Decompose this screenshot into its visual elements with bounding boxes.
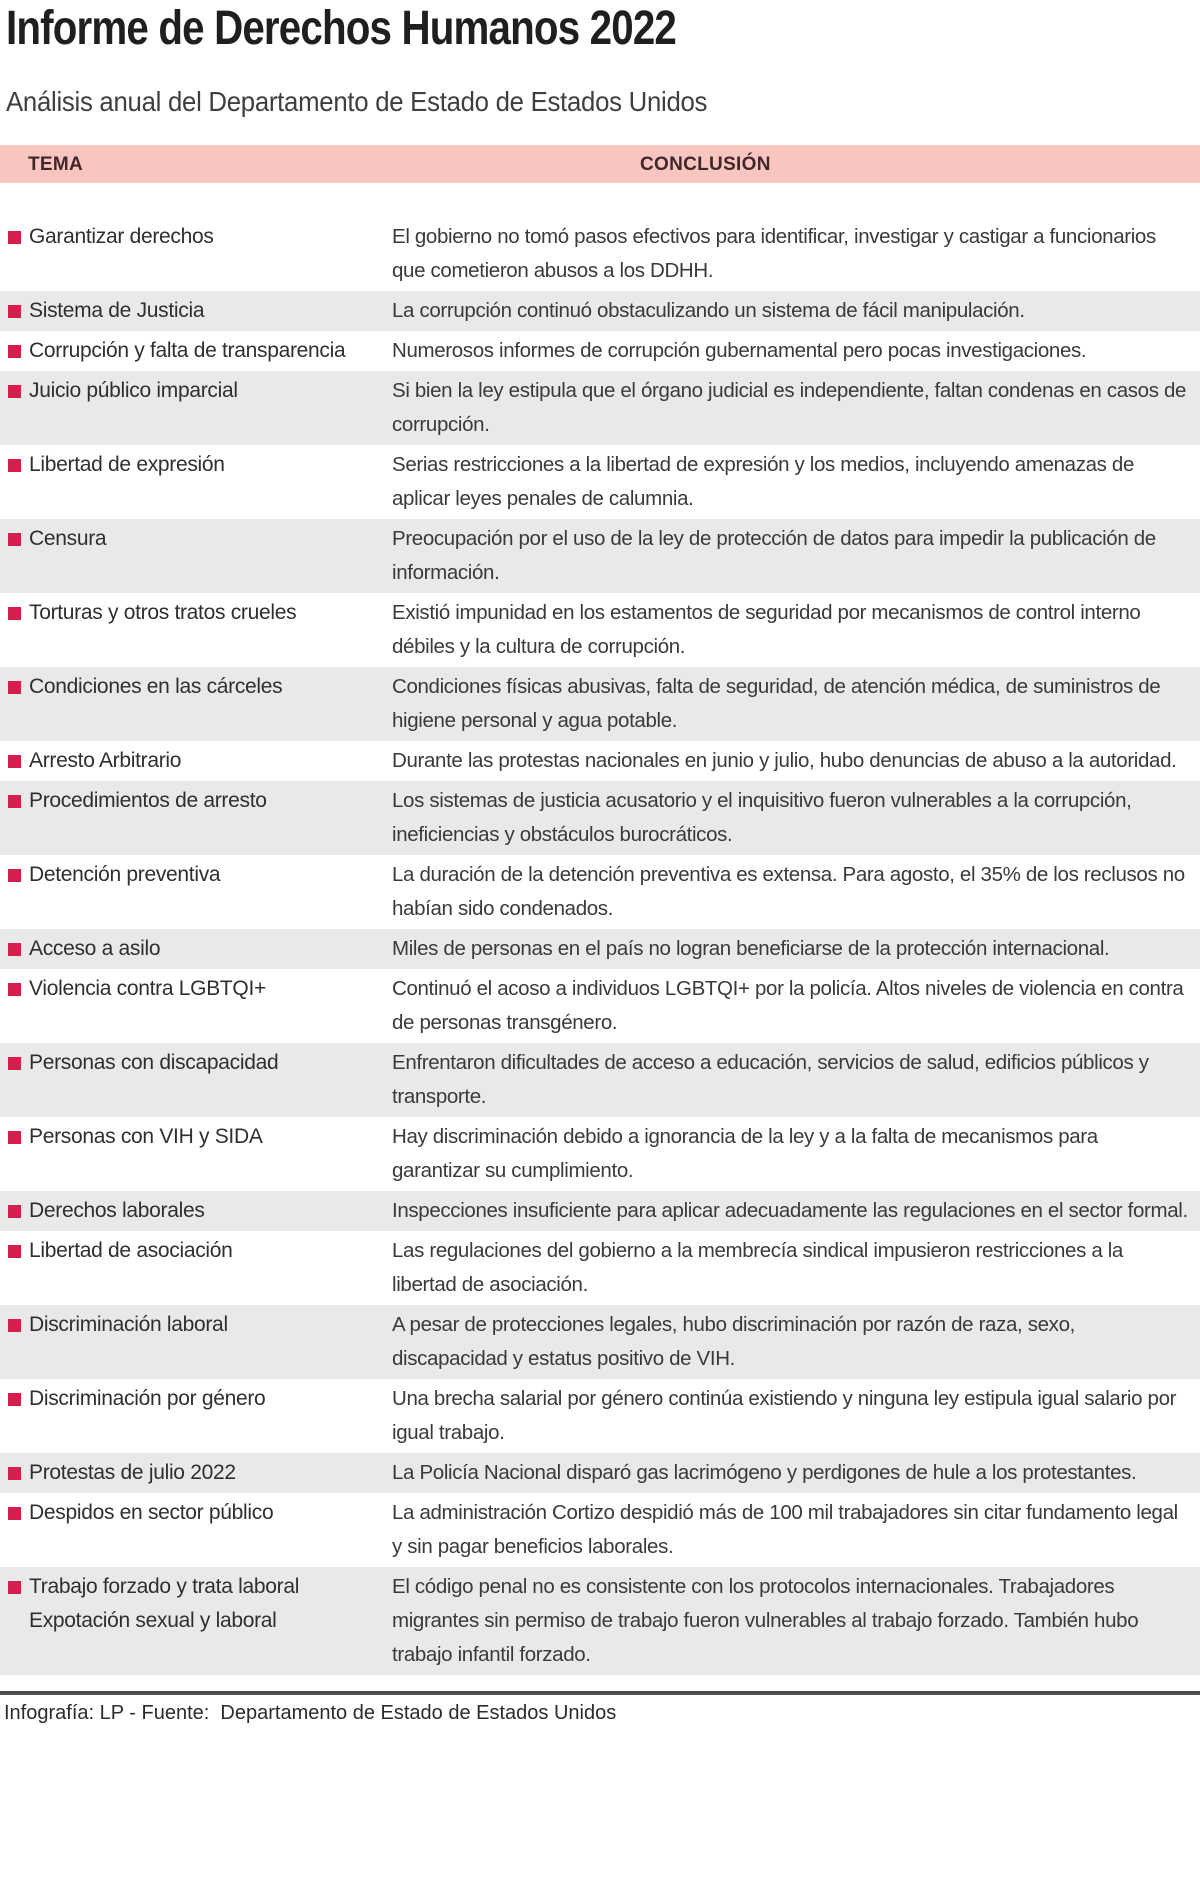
footer-credit: Infografía: LP - Fuente: Departamento de Estado de Estados Unidos: [4, 1701, 617, 1724]
tema-label: Arresto Arbitrario: [29, 748, 182, 772]
conclusion-text: Miles de personas en el país no logran beneficiarse de la protección internacional.: [392, 936, 1110, 960]
tema-cell: [0, 596, 392, 664]
tema-label: Despidos en sector público: [29, 1500, 274, 1524]
conclusion-text: El gobierno no tomó pasos efectivos para identificar, investigar y castigar a funcionarios que cometieron abusos a los DDHH.: [392, 224, 1156, 282]
tema-label: Libertad de expresión: [29, 452, 225, 476]
page-title-text: Informe de Derechos Humanos 2022: [6, 2, 677, 55]
conclusion-text: A pesar de protecciones legales, hubo discriminación por razón de raza, sexo, discapacidad y estatus positivo de VIH.: [392, 1312, 1075, 1370]
tema-cell: [0, 1456, 392, 1490]
tema-cell: [0, 448, 392, 516]
tema-cell: [0, 1120, 392, 1188]
bullet-icon: [8, 1205, 21, 1218]
table-row: [0, 519, 1200, 593]
table-body: [0, 183, 1200, 1689]
tema-label: Violencia contra LGBTQI+: [29, 976, 266, 1000]
tema-label: Trabajo forzado y trata laboral: [29, 1574, 300, 1598]
bullet-icon: [8, 1467, 21, 1480]
bullet-icon: [8, 755, 21, 768]
tema-label: Censura: [29, 526, 107, 550]
conclusion-text: Continuó el acoso a individuos LGBTQI+ por la policía. Altos niveles de violencia en contra de personas transgénero.: [392, 976, 1184, 1034]
column-header-tema: TEMA: [28, 153, 84, 175]
tema-cell: [0, 1194, 392, 1228]
conclusion-text: Los sistemas de justicia acusatorio y el inquisitivo fueron vulnerables a la corrupción, ineficiencias y obstáculos burocráticos.: [392, 788, 1132, 846]
table-row: [0, 1493, 1200, 1567]
conclusion-text: La Policía Nacional disparó gas lacrimógeno y perdigones de hule a los protestantes.: [392, 1460, 1137, 1484]
bullet-icon: [8, 681, 21, 694]
bullet-icon: [8, 1581, 21, 1594]
table-row: [0, 741, 1200, 781]
bullet-icon: [8, 533, 21, 546]
tema-cell: [0, 220, 392, 288]
tema-label: Personas con discapacidad: [29, 1050, 279, 1074]
conclusion-text: La corrupción continuó obstaculizando un sistema de fácil manipulación.: [392, 298, 1025, 322]
bullet-icon: [8, 1245, 21, 1258]
page-subtitle-text: Análisis anual del Departamento de Estado de Estados Unidos: [6, 85, 708, 117]
tema-cell: [0, 1308, 392, 1376]
table-row: [0, 1453, 1200, 1493]
table-row: [0, 1567, 1200, 1675]
infographic: [0, 2, 1200, 1901]
bullet-icon: [8, 459, 21, 472]
table-row: [0, 1379, 1200, 1453]
tema-cell: [0, 1234, 392, 1302]
conclusion-text: Enfrentaron dificultades de acceso a educación, servicios de salud, edificios públicos y transporte.: [392, 1050, 1149, 1108]
tema-label: Discriminación por género: [29, 1386, 266, 1410]
tema-label: Detención preventiva: [29, 862, 221, 886]
tema-cell: [0, 784, 392, 852]
bullet-icon: [8, 1131, 21, 1144]
bullet-icon: [8, 1507, 21, 1520]
table-row: [0, 371, 1200, 445]
tema-cell: [0, 972, 392, 1040]
conclusion-text: Durante las protestas nacionales en junio y julio, hubo denuncias de abuso a la autoridad.: [392, 748, 1177, 772]
tema-cell: [0, 1382, 392, 1450]
conclusion-text: La duración de la detención preventiva es extensa. Para agosto, el 35% de los reclusos no habían sido condenados.: [392, 862, 1185, 920]
conclusion-text: El código penal no es consistente con los protocolos internacionales. Trabajadores migrantes sin permiso de trabajo fueron vulnerables al trabajo forzado. También hubo trabajo infantil forzado.: [392, 1574, 1139, 1666]
tema-cell: [0, 858, 392, 926]
table-row: [0, 781, 1200, 855]
tema-cell: [0, 670, 392, 738]
tema-label: Procedimientos de arresto: [29, 788, 267, 812]
column-header-conclusion: CONCLUSIÓN: [640, 153, 771, 175]
bullet-icon: [8, 607, 21, 620]
conclusion-text: Una brecha salarial por género continúa existiendo y ninguna ley estipula igual salario por igual trabajo.: [392, 1386, 1177, 1444]
table-row: [0, 291, 1200, 331]
tema-label: Libertad de asociación: [29, 1238, 233, 1262]
tema-label: Condiciones en las cárceles: [29, 674, 283, 698]
bullet-icon: [8, 1057, 21, 1070]
tema-label: Torturas y otros tratos crueles: [29, 600, 297, 624]
tema-cell: [0, 1496, 392, 1564]
conclusion-text: Preocupación por el uso de la ley de protección de datos para impedir la publicación de información.: [392, 526, 1156, 584]
bullet-icon: [8, 1319, 21, 1332]
tema-label: Corrupción y falta de transparencia: [29, 338, 346, 362]
table-row: [0, 667, 1200, 741]
table-row: [0, 217, 1200, 291]
page-subtitle: [6, 86, 1200, 118]
bullet-icon: [8, 345, 21, 358]
bullet-icon: [8, 231, 21, 244]
tema-cell: [0, 374, 392, 442]
tema-cell: [0, 334, 392, 368]
bullet-icon: [8, 795, 21, 808]
table-row: [0, 1191, 1200, 1231]
bullet-icon: [8, 869, 21, 882]
table-row: [0, 1043, 1200, 1117]
bullet-icon: [8, 305, 21, 318]
tema-label: Garantizar derechos: [29, 224, 214, 248]
tema-label: Acceso a asilo: [29, 936, 161, 960]
table-row: [0, 1117, 1200, 1191]
tema-cell: [0, 1046, 392, 1114]
conclusion-text: Numerosos informes de corrupción gubernamental pero pocas investigaciones.: [392, 338, 1087, 362]
tema-label: Personas con VIH y SIDA: [29, 1124, 263, 1148]
table-row: [0, 331, 1200, 371]
conclusion-text: Serias restricciones a la libertad de expresión y los medios, incluyendo amenazas de aplicar leyes penales de calumnia.: [392, 452, 1135, 510]
conclusion-text: Si bien la ley estipula que el órgano judicial es independiente, faltan condenas en casos de corrupción.: [392, 378, 1187, 436]
table-row: [0, 929, 1200, 969]
tema-label: Discriminación laboral: [29, 1312, 228, 1336]
conclusion-text: Inspecciones insuficiente para aplicar adecuadamente las regulaciones en el sector formal.: [392, 1198, 1188, 1222]
tema-cell: [0, 294, 392, 328]
tema-cell: [0, 1570, 392, 1672]
tema-label: Derechos laborales: [29, 1198, 205, 1222]
conclusion-text: Hay discriminación debido a ignorancia de la ley y a la falta de mecanismos para garantizar su cumplimiento.: [392, 1124, 1098, 1182]
table-row: [0, 1305, 1200, 1379]
table-row: [0, 1231, 1200, 1305]
bullet-icon: [8, 385, 21, 398]
conclusion-text: La administración Cortizo despidió más de 100 mil trabajadores sin citar fundamento legal y sin pagar beneficios laborales.: [392, 1500, 1178, 1558]
table-row: [0, 855, 1200, 929]
bullet-icon: [8, 1393, 21, 1406]
tema-cell: [0, 932, 392, 966]
header-bar: [0, 145, 1200, 183]
conclusion-text: Existió impunidad en los estamentos de seguridad por mecanismos de control interno débiles y la cultura de corrupción.: [392, 600, 1141, 658]
tema-cell: [0, 522, 392, 590]
tema-label: Protestas de julio 2022: [29, 1460, 236, 1484]
tema-cell: [0, 744, 392, 778]
conclusion-text: Condiciones físicas abusivas, falta de seguridad, de atención médica, de suministros de higiene personal y agua potable.: [392, 674, 1161, 732]
table-row: [0, 445, 1200, 519]
page-title: [6, 2, 1200, 56]
tema-label: Sistema de Justicia: [29, 298, 205, 322]
bullet-icon: [8, 983, 21, 996]
bullet-icon: [8, 943, 21, 956]
table-row: [0, 593, 1200, 667]
tema-label-line2: Expotación sexual y laboral: [29, 1608, 277, 1632]
tema-label: Juicio público imparcial: [29, 378, 238, 402]
table-row: [0, 969, 1200, 1043]
conclusion-text: Las regulaciones del gobierno a la membrecía sindical impusieron restricciones a la libertad de asociación.: [392, 1238, 1123, 1296]
